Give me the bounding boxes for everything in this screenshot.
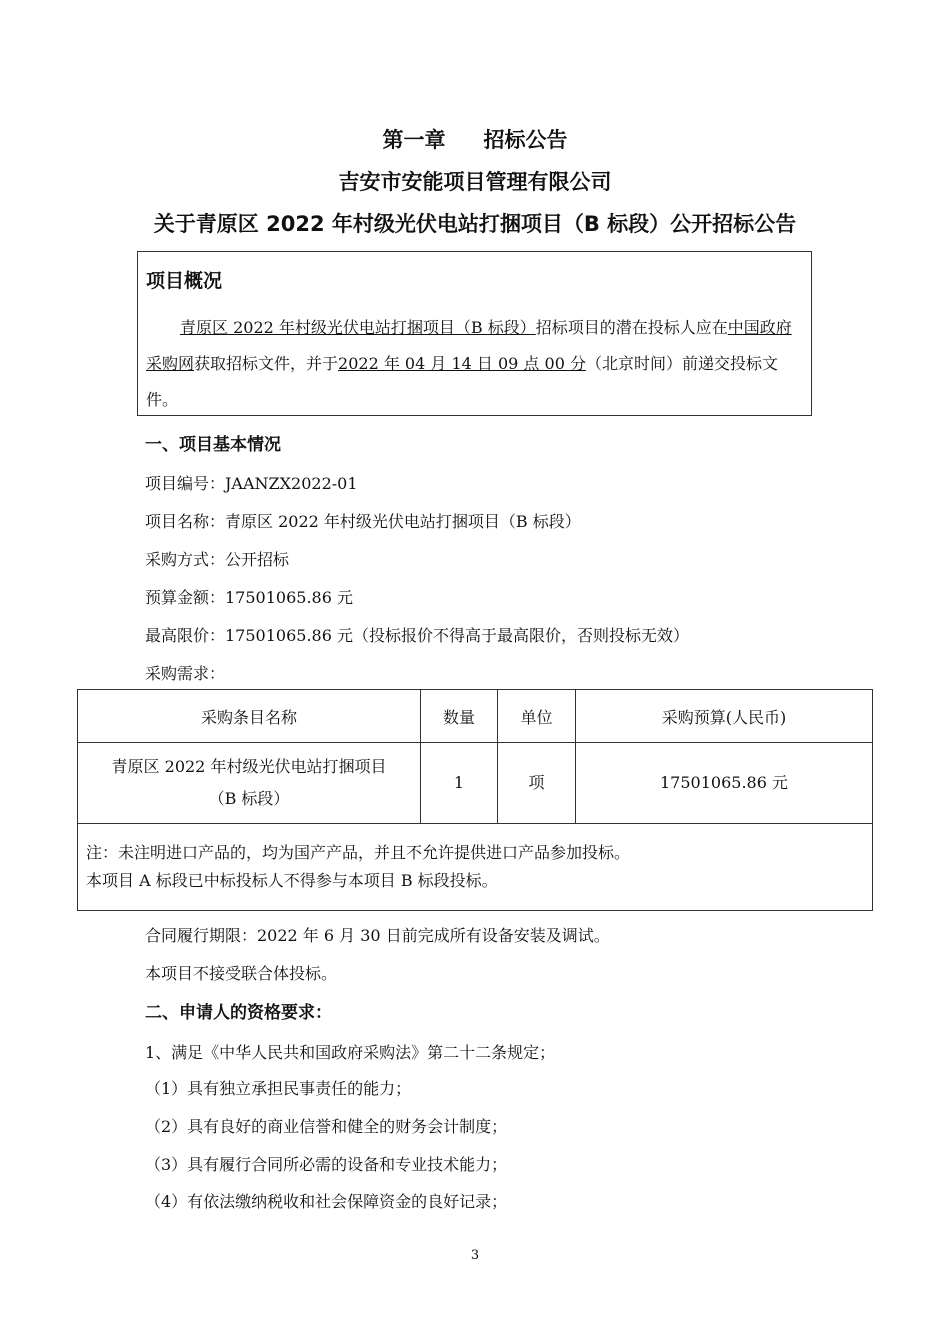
contract-period: 合同履行期限：2022 年 6 月 30 日前完成所有设备安装及调试。 bbox=[145, 926, 610, 945]
budget-amount: 预算金额：17501065.86 元 bbox=[145, 588, 353, 607]
section-basic-heading: 一、项目基本情况 bbox=[145, 435, 281, 455]
qualification-item-1: 1、满足《中华人民共和国政府采购法》第二十二条规定； bbox=[145, 1043, 556, 1062]
cell-quantity: 1 bbox=[421, 743, 498, 824]
max-price: 最高限价：17501065.86 元（投标报价不得高于最高限价，否则投标无效） bbox=[145, 626, 689, 645]
chapter-number: 第一章 bbox=[382, 128, 446, 152]
project-name: 项目名称：青原区 2022 年村级光伏电站打捆项目（B 标段） bbox=[145, 512, 581, 531]
company-name: 吉安市安能项目管理有限公司 bbox=[338, 170, 612, 194]
item-name-line2: （B 标段） bbox=[208, 789, 290, 808]
qualification-sub-2: （2）具有良好的商业信誉和健全的财务会计制度； bbox=[145, 1117, 508, 1136]
qualification-sub-3: （3）具有履行合同所必需的设备和专业技术能力； bbox=[145, 1155, 508, 1174]
procurement-table bbox=[77, 689, 873, 911]
header-unit: 单位 bbox=[498, 690, 576, 743]
item-name-line1: 青原区 2022 年村级光伏电站打捆项目 bbox=[111, 757, 387, 776]
cell-budget: 17501065.86 元 bbox=[576, 743, 873, 824]
table-note bbox=[78, 824, 873, 911]
cell-unit: 项 bbox=[498, 743, 576, 824]
overview-text bbox=[146, 310, 806, 418]
project-overview-box bbox=[137, 251, 812, 416]
table-row bbox=[78, 743, 873, 824]
qualification-sub-1: （1）具有独立承担民事责任的能力； bbox=[145, 1079, 412, 1098]
page-number: 3 bbox=[470, 1248, 480, 1263]
overview-text-3: （北京时间）前递交投标文件。 bbox=[146, 354, 778, 409]
overview-heading: 项目概况 bbox=[146, 270, 223, 292]
table-note-row bbox=[78, 824, 873, 911]
section-qualification-heading: 二、申请人的资格要求： bbox=[145, 1003, 332, 1023]
demand-label: 采购需求： bbox=[145, 664, 226, 683]
table-header-row bbox=[78, 690, 873, 743]
overview-text-2: 获取招标文件，并于 bbox=[194, 354, 339, 373]
header-budget: 采购预算(人民币) bbox=[576, 690, 873, 743]
announcement-title: 关于青原区 2022 年村级光伏电站打捆项目（B 标段）公开招标公告 bbox=[153, 212, 797, 236]
deadline: 2022 年 04 月 14 日 09 点 00 分 bbox=[338, 354, 586, 373]
overview-text-1: 招标项目的潜在投标人应在 bbox=[535, 318, 728, 337]
note-line1: 注：未注明进口产品的，均为国产产品，并且不允许提供进口产品参加投标。 bbox=[86, 843, 631, 862]
chapter-heading: 招标公告 bbox=[483, 128, 568, 152]
note-line2: 本项目 A 标段已中标投标人不得参与本项目 B 标段投标。 bbox=[86, 871, 498, 890]
no-consortium: 本项目不接受联合体投标。 bbox=[145, 964, 338, 983]
chapter-title bbox=[0, 124, 950, 154]
header-quantity: 数量 bbox=[421, 690, 498, 743]
procurement-site-link[interactable]: 中国政府采购网 bbox=[146, 318, 792, 373]
overview-project-link: 青原区 2022 年村级光伏电站打捆项目（B 标段） bbox=[180, 318, 536, 337]
header-item-name: 采购条目名称 bbox=[78, 690, 421, 743]
qualification-sub-4: （4）有依法缴纳税收和社会保障资金的良好记录； bbox=[145, 1192, 508, 1211]
project-number: 项目编号：JAANZX2022-01 bbox=[145, 474, 358, 493]
cell-item-name bbox=[78, 743, 421, 824]
procurement-method: 采购方式：公开招标 bbox=[145, 550, 290, 569]
